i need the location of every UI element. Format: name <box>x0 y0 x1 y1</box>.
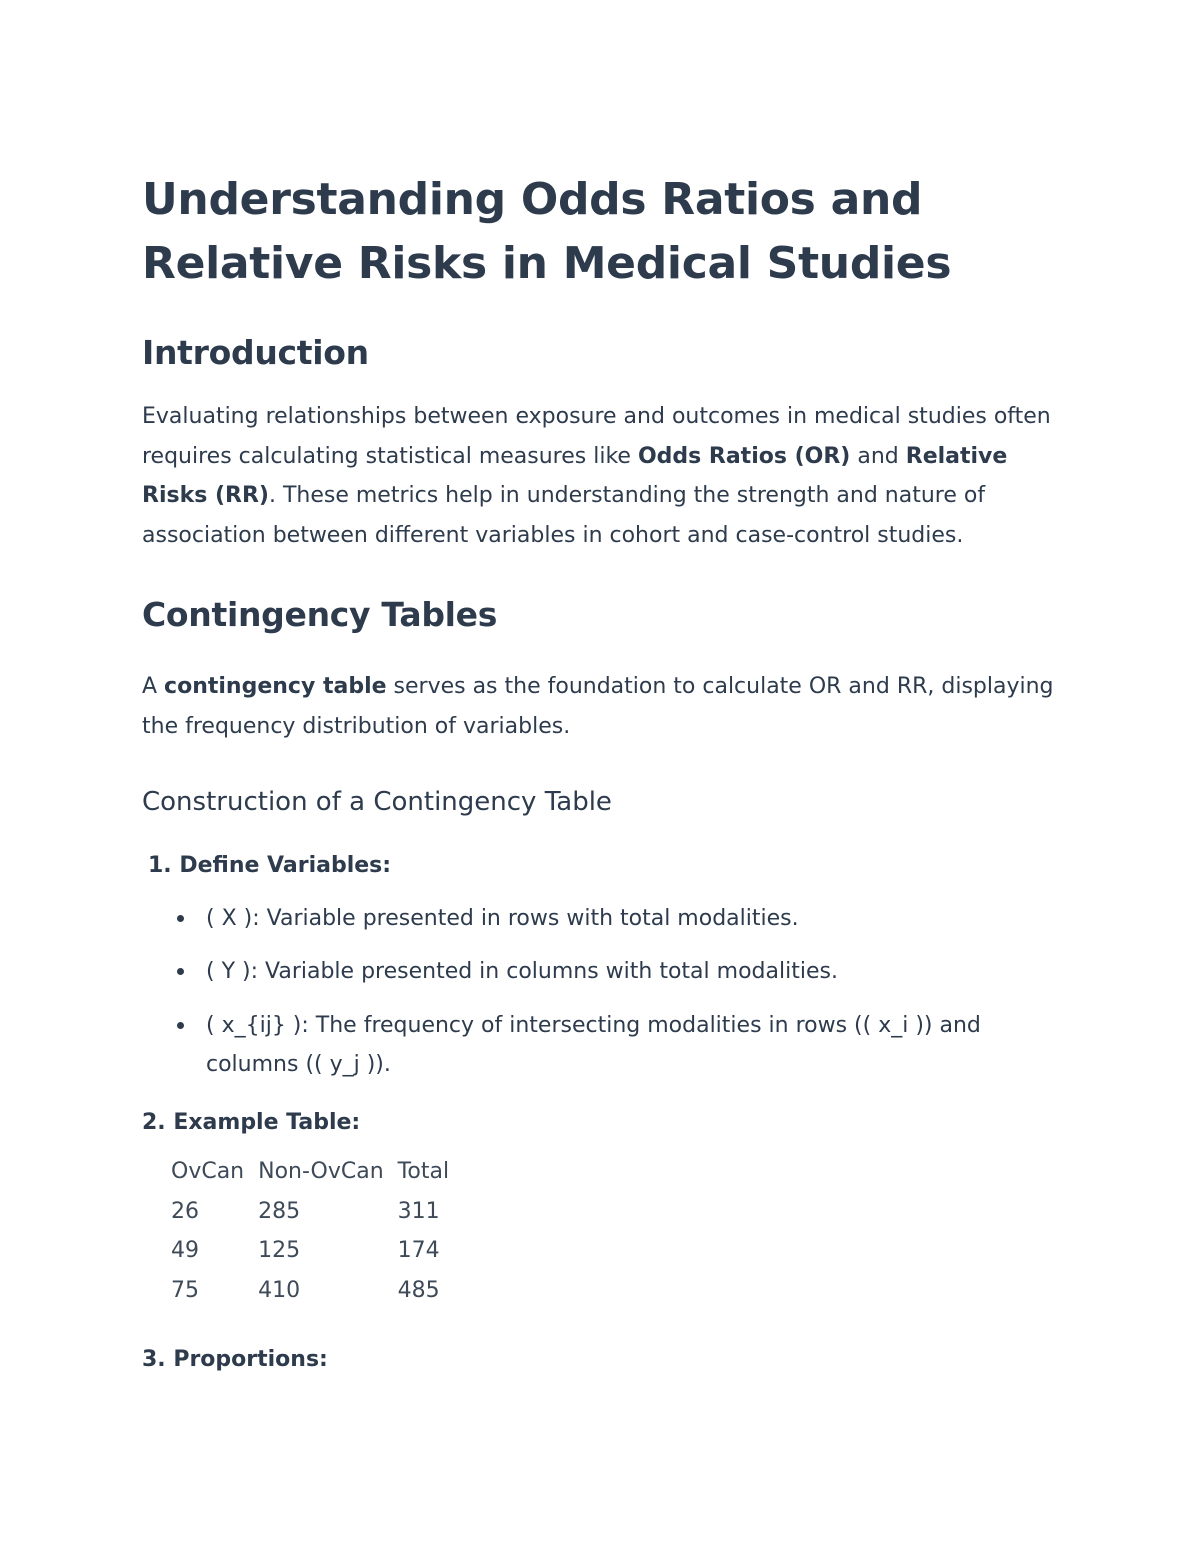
table-row <box>171 1271 463 1311</box>
table-cell: 285 <box>258 1198 301 1224</box>
step-label: 3. Proportions: <box>142 1347 328 1372</box>
document-page <box>142 168 1062 1380</box>
ct-bold-contingency-table: contingency table <box>164 674 387 699</box>
bullet-text: ( Y ): Variable presented in columns with total modalities. <box>206 959 838 984</box>
table-row <box>171 1192 463 1232</box>
ct-text-2: serves as the foundation to calculate OR and RR, displaying the frequency distribution of variables. <box>142 674 1054 739</box>
introduction-paragraph <box>142 397 1062 555</box>
table-cell: 75 <box>171 1277 199 1303</box>
table-cell: 49 <box>171 1238 199 1263</box>
bullet-text: ( X ): Variable presented in rows with total modalities. <box>206 905 799 931</box>
step-label: 1. Define Variables: <box>148 853 392 878</box>
bullet-dot-icon <box>177 968 184 975</box>
bullet-xij <box>148 1006 1062 1085</box>
construction-heading: Construction of a Contingency Table <box>142 787 612 817</box>
table-header-cell: Total <box>397 1159 450 1184</box>
page-title: Understanding Odds Ratios and Relative Risks in Medical Studies <box>142 174 952 289</box>
table-cell: 410 <box>258 1277 301 1303</box>
variable-bullets <box>148 899 1062 1085</box>
bullet-dot-icon <box>177 915 184 922</box>
ct-text-1: A <box>142 674 165 699</box>
table-cell: 485 <box>397 1277 440 1303</box>
intro-text-1: Evaluating relationships between exposure and outcomes in medical studies often requires calculating statistical measures like <box>142 404 1051 469</box>
intro-bold-odds-ratios: Odds Ratios (OR) <box>637 443 851 469</box>
bullet-y <box>148 952 1062 992</box>
bullet-text: ( x_{ij} ): The frequency of intersecting modalities in rows (( x_i )) and columns (( y_j )). <box>206 1012 981 1077</box>
table-header-row <box>171 1152 463 1192</box>
table-header-cell: Non-OvCan <box>258 1159 384 1184</box>
table-cell: 26 <box>171 1198 199 1224</box>
intro-text-3: . These metrics help in understanding the strength and nature of association between different variables in cohort and case-control studies. <box>142 483 986 548</box>
contingency-tables-heading: Contingency Tables <box>142 595 498 634</box>
table-row <box>171 1231 463 1271</box>
intro-bold-relative-risks: Relative Risks (RR) <box>142 443 1008 508</box>
example-contingency-table <box>171 1152 463 1310</box>
step-define-variables <box>142 846 1062 1085</box>
introduction-heading: Introduction <box>142 333 369 372</box>
step-proportions <box>142 1340 1062 1380</box>
bullet-dot-icon <box>177 1022 184 1029</box>
table-cell: 125 <box>258 1238 301 1263</box>
bullet-x <box>148 899 1062 939</box>
construction-steps <box>142 846 1062 1380</box>
intro-text-2: and <box>850 443 906 469</box>
table-cell: 311 <box>397 1198 440 1224</box>
contingency-paragraph <box>142 667 1062 746</box>
step-example-table <box>142 1103 1062 1311</box>
table-cell: 174 <box>397 1238 440 1263</box>
step-label: 2. Example Table: <box>142 1109 361 1135</box>
table-header-cell: OvCan <box>171 1159 245 1184</box>
